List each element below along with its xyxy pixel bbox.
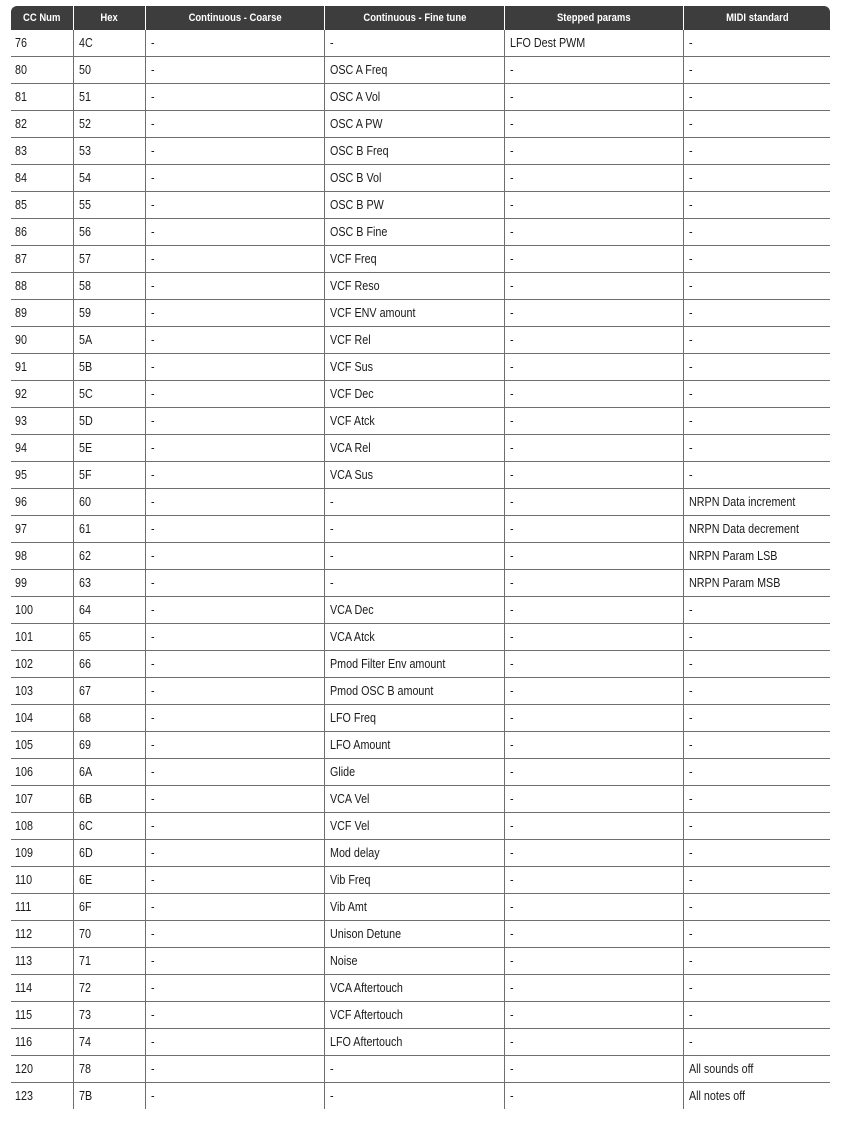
table-row <box>11 1002 830 1029</box>
coarse-cell: - <box>145 948 324 975</box>
midi-standard-cell: - <box>683 192 830 219</box>
table-row <box>11 975 830 1002</box>
header-cc-num: CC Num <box>11 6 73 30</box>
stepped-cell: - <box>504 219 683 246</box>
cc-num-cell: 103 <box>11 678 73 705</box>
fine-tune-cell: VCF ENV amount <box>324 300 504 327</box>
fine-tune-cell: Unison Detune <box>324 921 504 948</box>
stepped-cell: - <box>504 1083 683 1109</box>
table-row <box>11 705 830 732</box>
fine-tune-cell: Vib Amt <box>324 894 504 921</box>
fine-tune-cell: OSC B Vol <box>324 165 504 192</box>
hex-cell: 5D <box>73 408 145 435</box>
midi-standard-cell: - <box>683 1002 830 1029</box>
stepped-cell: - <box>504 867 683 894</box>
fine-tune-cell: VCF Rel <box>324 327 504 354</box>
coarse-cell: - <box>145 1056 324 1083</box>
midi-standard-cell: - <box>683 678 830 705</box>
midi-standard-cell: - <box>683 624 830 651</box>
cc-num-cell: 85 <box>11 192 73 219</box>
fine-tune-cell: OSC B Freq <box>324 138 504 165</box>
midi-standard-cell: NRPN Data decrement <box>683 516 830 543</box>
fine-tune-cell: VCF Dec <box>324 381 504 408</box>
midi-standard-cell: - <box>683 300 830 327</box>
coarse-cell: - <box>145 732 324 759</box>
hex-cell: 69 <box>73 732 145 759</box>
fine-tune-cell: OSC B Fine <box>324 219 504 246</box>
cc-num-cell: 120 <box>11 1056 73 1083</box>
hex-cell: 64 <box>73 597 145 624</box>
cc-num-cell: 94 <box>11 435 73 462</box>
hex-cell: 71 <box>73 948 145 975</box>
hex-cell: 5F <box>73 462 145 489</box>
table-row <box>11 138 830 165</box>
coarse-cell: - <box>145 651 324 678</box>
midi-standard-cell: - <box>683 597 830 624</box>
header-continuous-coarse: Continuous - Coarse <box>145 6 324 30</box>
stepped-cell: - <box>504 192 683 219</box>
stepped-cell: - <box>504 624 683 651</box>
hex-cell: 5E <box>73 435 145 462</box>
midi-standard-cell: - <box>683 1029 830 1056</box>
cc-num-cell: 90 <box>11 327 73 354</box>
table-row <box>11 489 830 516</box>
cc-num-cell: 113 <box>11 948 73 975</box>
table-row <box>11 840 830 867</box>
coarse-cell: - <box>145 516 324 543</box>
fine-tune-cell: VCF Aftertouch <box>324 1002 504 1029</box>
hex-cell: 7B <box>73 1083 145 1109</box>
coarse-cell: - <box>145 84 324 111</box>
stepped-cell: - <box>504 597 683 624</box>
fine-tune-cell: VCA Aftertouch <box>324 975 504 1002</box>
table-row <box>11 867 830 894</box>
midi-standard-cell: - <box>683 651 830 678</box>
table-row <box>11 1056 830 1083</box>
table-row <box>11 381 830 408</box>
table-row <box>11 597 830 624</box>
stepped-cell: - <box>504 327 683 354</box>
midi-standard-cell: - <box>683 732 830 759</box>
hex-cell: 59 <box>73 300 145 327</box>
midi-standard-cell: - <box>683 273 830 300</box>
cc-num-cell: 107 <box>11 786 73 813</box>
table-row <box>11 30 830 57</box>
fine-tune-cell: - <box>324 543 504 570</box>
stepped-cell: - <box>504 921 683 948</box>
fine-tune-cell: VCA Vel <box>324 786 504 813</box>
table-row <box>11 1083 830 1109</box>
stepped-cell: - <box>504 138 683 165</box>
cc-num-cell: 123 <box>15 1089 33 1103</box>
hex-cell: 6E <box>73 867 145 894</box>
stepped-cell: - <box>504 462 683 489</box>
stepped-cell: - <box>504 1002 683 1029</box>
fine-tune-cell: Glide <box>324 759 504 786</box>
midi-standard-cell: - <box>683 705 830 732</box>
coarse-cell: - <box>145 1083 324 1109</box>
cc-num-cell: 108 <box>11 813 73 840</box>
midi-standard-cell: - <box>683 30 830 57</box>
stepped-cell: - <box>504 165 683 192</box>
midi-standard-cell: - <box>683 84 830 111</box>
table-row <box>11 327 830 354</box>
midi-standard-cell: - <box>683 138 830 165</box>
fine-tune-cell: Mod delay <box>324 840 504 867</box>
cc-num-cell: 96 <box>11 489 73 516</box>
cc-num-cell: 93 <box>11 408 73 435</box>
cc-num-cell: 80 <box>11 57 73 84</box>
stepped-cell: - <box>504 300 683 327</box>
hex-cell: 66 <box>73 651 145 678</box>
table-row <box>11 246 830 273</box>
stepped-cell: - <box>504 840 683 867</box>
coarse-cell: - <box>145 786 324 813</box>
table-row <box>11 192 830 219</box>
table-row <box>11 273 830 300</box>
fine-tune-cell: OSC A Freq <box>324 57 504 84</box>
coarse-cell: - <box>145 246 324 273</box>
hex-cell: 6D <box>73 840 145 867</box>
coarse-cell: - <box>145 813 324 840</box>
midi-standard-cell: NRPN Param MSB <box>683 570 830 597</box>
hex-cell: 61 <box>73 516 145 543</box>
table-row <box>11 570 830 597</box>
table-row <box>11 300 830 327</box>
stepped-cell: - <box>504 759 683 786</box>
coarse-cell: - <box>145 192 324 219</box>
midi-standard-cell: - <box>683 948 830 975</box>
midi-standard-cell: - <box>683 408 830 435</box>
hex-cell: 62 <box>73 543 145 570</box>
fine-tune-cell: VCF Sus <box>324 354 504 381</box>
cc-num-cell: 111 <box>11 894 73 921</box>
cc-num-cell: 116 <box>11 1029 73 1056</box>
table-row <box>11 732 830 759</box>
fine-tune-cell: LFO Aftertouch <box>324 1029 504 1056</box>
stepped-cell: - <box>504 273 683 300</box>
cc-num-cell: 114 <box>11 975 73 1002</box>
coarse-cell: - <box>145 300 324 327</box>
stepped-cell: - <box>504 489 683 516</box>
coarse-cell: - <box>145 327 324 354</box>
table-row <box>11 1029 830 1056</box>
stepped-cell: - <box>504 381 683 408</box>
coarse-cell: - <box>145 624 324 651</box>
coarse-cell: - <box>145 165 324 192</box>
coarse-cell: - <box>145 57 324 84</box>
table-row <box>11 165 830 192</box>
table-row <box>11 678 830 705</box>
hex-cell: 55 <box>73 192 145 219</box>
cc-num-cell: 106 <box>11 759 73 786</box>
stepped-cell: LFO Dest PWM <box>504 30 683 57</box>
midi-standard-cell: - <box>683 381 830 408</box>
table-row <box>11 624 830 651</box>
hex-cell: 6B <box>73 786 145 813</box>
cc-num-cell: 92 <box>11 381 73 408</box>
coarse-cell: - <box>145 381 324 408</box>
stepped-cell: - <box>504 516 683 543</box>
table-row <box>11 84 830 111</box>
hex-cell: 6C <box>73 813 145 840</box>
cc-num-cell: 95 <box>11 462 73 489</box>
header-stepped-params: Stepped params <box>504 6 683 30</box>
hex-cell: 67 <box>73 678 145 705</box>
header-row <box>11 6 830 30</box>
midi-cc-table <box>11 6 830 1109</box>
coarse-cell: - <box>145 435 324 462</box>
stepped-cell: - <box>504 57 683 84</box>
fine-tune-cell: Vib Freq <box>324 867 504 894</box>
hex-cell: 6F <box>73 894 145 921</box>
hex-cell: 50 <box>73 57 145 84</box>
coarse-cell: - <box>145 489 324 516</box>
table-row <box>11 408 830 435</box>
table-row <box>11 651 830 678</box>
midi-standard-cell: - <box>683 813 830 840</box>
coarse-cell: - <box>145 921 324 948</box>
coarse-cell: - <box>145 705 324 732</box>
cc-num-cell: 98 <box>11 543 73 570</box>
midi-standard-cell: All sounds off <box>683 1056 830 1083</box>
coarse-cell: - <box>145 975 324 1002</box>
cc-num-cell: 99 <box>11 570 73 597</box>
midi-standard-cell: NRPN Data increment <box>683 489 830 516</box>
table-row <box>11 948 830 975</box>
coarse-cell: - <box>145 273 324 300</box>
stepped-cell: - <box>504 975 683 1002</box>
hex-cell: 60 <box>73 489 145 516</box>
cc-num-cell: 87 <box>11 246 73 273</box>
stepped-cell: - <box>504 1029 683 1056</box>
fine-tune-cell: VCF Atck <box>324 408 504 435</box>
coarse-cell: - <box>145 1029 324 1056</box>
stepped-cell: - <box>504 1056 683 1083</box>
coarse-cell: - <box>145 138 324 165</box>
header-midi-standard: MIDI standard <box>683 6 830 30</box>
hex-cell: 56 <box>73 219 145 246</box>
midi-standard-cell: - <box>683 894 830 921</box>
table-row <box>11 894 830 921</box>
stepped-cell: - <box>504 705 683 732</box>
stepped-cell: - <box>504 732 683 759</box>
coarse-cell: - <box>145 570 324 597</box>
midi-standard-cell: - <box>683 759 830 786</box>
hex-cell: 63 <box>73 570 145 597</box>
cc-num-cell: 91 <box>11 354 73 381</box>
midi-standard-cell: - <box>683 462 830 489</box>
hex-cell: 5A <box>73 327 145 354</box>
hex-cell: 58 <box>73 273 145 300</box>
midi-standard-cell: - <box>683 354 830 381</box>
cc-num-cell: 100 <box>11 597 73 624</box>
coarse-cell: - <box>145 543 324 570</box>
fine-tune-cell: LFO Amount <box>324 732 504 759</box>
fine-tune-cell: VCF Reso <box>324 273 504 300</box>
hex-cell: 52 <box>73 111 145 138</box>
hex-cell: 57 <box>73 246 145 273</box>
fine-tune-cell: - <box>324 516 504 543</box>
hex-cell: 65 <box>73 624 145 651</box>
table-row <box>11 462 830 489</box>
fine-tune-cell: VCA Dec <box>324 597 504 624</box>
stepped-cell: - <box>504 543 683 570</box>
stepped-cell: - <box>504 813 683 840</box>
cc-num-cell: 81 <box>11 84 73 111</box>
coarse-cell: - <box>145 894 324 921</box>
cc-num-cell: 82 <box>11 111 73 138</box>
stepped-cell: - <box>504 678 683 705</box>
hex-cell: 72 <box>73 975 145 1002</box>
header-continuous-fine-tune: Continuous - Fine tune <box>324 6 504 30</box>
coarse-cell: - <box>145 408 324 435</box>
midi-standard-cell: - <box>683 57 830 84</box>
fine-tune-cell: Pmod Filter Env amount <box>324 651 504 678</box>
fine-tune-cell: OSC A PW <box>324 111 504 138</box>
coarse-cell: - <box>145 30 324 57</box>
coarse-cell: - <box>145 840 324 867</box>
table-row <box>11 435 830 462</box>
hex-cell: 5C <box>73 381 145 408</box>
hex-cell: 78 <box>73 1056 145 1083</box>
fine-tune-cell: VCF Vel <box>324 813 504 840</box>
cc-num-cell: 102 <box>11 651 73 678</box>
hex-cell: 6A <box>73 759 145 786</box>
table-row <box>11 219 830 246</box>
hex-cell: 53 <box>73 138 145 165</box>
hex-cell: 68 <box>73 705 145 732</box>
cc-num-cell: 101 <box>11 624 73 651</box>
stepped-cell: - <box>504 651 683 678</box>
midi-standard-cell: - <box>683 921 830 948</box>
fine-tune-cell: - <box>324 1056 504 1083</box>
fine-tune-cell: VCF Freq <box>324 246 504 273</box>
fine-tune-cell: OSC B PW <box>324 192 504 219</box>
midi-standard-cell: - <box>683 219 830 246</box>
cc-num-cell: 86 <box>11 219 73 246</box>
table-row <box>11 813 830 840</box>
cc-num-cell: 84 <box>11 165 73 192</box>
fine-tune-cell: OSC A Vol <box>324 84 504 111</box>
midi-standard-cell: - <box>683 867 830 894</box>
midi-standard-cell: - <box>683 111 830 138</box>
fine-tune-cell: - <box>324 570 504 597</box>
fine-tune-cell: Pmod OSC B amount <box>324 678 504 705</box>
midi-standard-cell: - <box>683 246 830 273</box>
cc-num-cell: 88 <box>11 273 73 300</box>
hex-cell: 51 <box>73 84 145 111</box>
stepped-cell: - <box>504 786 683 813</box>
coarse-cell: - <box>145 759 324 786</box>
coarse-cell: - <box>145 219 324 246</box>
stepped-cell: - <box>504 570 683 597</box>
coarse-cell: - <box>145 597 324 624</box>
fine-tune-cell: Noise <box>324 948 504 975</box>
midi-standard-cell: - <box>683 165 830 192</box>
stepped-cell: - <box>504 111 683 138</box>
coarse-cell: - <box>145 354 324 381</box>
fine-tune-cell: VCA Atck <box>324 624 504 651</box>
midi-standard-cell: - <box>683 327 830 354</box>
fine-tune-cell: - <box>324 489 504 516</box>
stepped-cell: - <box>504 894 683 921</box>
coarse-cell: - <box>145 111 324 138</box>
cc-num-cell: 89 <box>11 300 73 327</box>
stepped-cell: - <box>504 84 683 111</box>
table-row <box>11 354 830 381</box>
hex-cell: 73 <box>73 1002 145 1029</box>
stepped-cell: - <box>504 948 683 975</box>
cc-num-cell: 112 <box>11 921 73 948</box>
hex-cell: 5B <box>73 354 145 381</box>
coarse-cell: - <box>145 867 324 894</box>
coarse-cell: - <box>145 1002 324 1029</box>
midi-standard-cell: - <box>683 975 830 1002</box>
table-body <box>11 30 830 1109</box>
table-row <box>11 57 830 84</box>
midi-standard-cell: All notes off <box>683 1083 830 1109</box>
stepped-cell: - <box>504 435 683 462</box>
fine-tune-cell: VCA Sus <box>324 462 504 489</box>
table-row <box>11 111 830 138</box>
fine-tune-cell: LFO Freq <box>324 705 504 732</box>
hex-cell: 54 <box>73 165 145 192</box>
fine-tune-cell: - <box>324 1083 504 1109</box>
cc-num-cell: 109 <box>11 840 73 867</box>
stepped-cell: - <box>504 408 683 435</box>
table-row <box>11 516 830 543</box>
table-row <box>11 786 830 813</box>
cc-num-cell: 104 <box>11 705 73 732</box>
cc-num-cell: 115 <box>11 1002 73 1029</box>
coarse-cell: - <box>145 462 324 489</box>
cc-num-cell: 97 <box>11 516 73 543</box>
midi-standard-cell: - <box>683 786 830 813</box>
midi-standard-cell: - <box>683 840 830 867</box>
table-row <box>11 759 830 786</box>
cc-num-cell: 105 <box>11 732 73 759</box>
hex-cell: 74 <box>73 1029 145 1056</box>
fine-tune-cell: VCA Rel <box>324 435 504 462</box>
hex-cell: 70 <box>73 921 145 948</box>
midi-standard-cell: - <box>683 435 830 462</box>
stepped-cell: - <box>504 246 683 273</box>
table-row <box>11 543 830 570</box>
coarse-cell: - <box>145 678 324 705</box>
hex-cell: 4C <box>73 30 145 57</box>
midi-standard-cell: NRPN Param LSB <box>683 543 830 570</box>
cc-num-cell: 76 <box>11 30 73 57</box>
table-row <box>11 921 830 948</box>
fine-tune-cell: - <box>324 30 504 57</box>
header-hex: Hex <box>73 6 145 30</box>
cc-num-cell: 110 <box>11 867 73 894</box>
stepped-cell: - <box>504 354 683 381</box>
cc-num-cell: 83 <box>11 138 73 165</box>
